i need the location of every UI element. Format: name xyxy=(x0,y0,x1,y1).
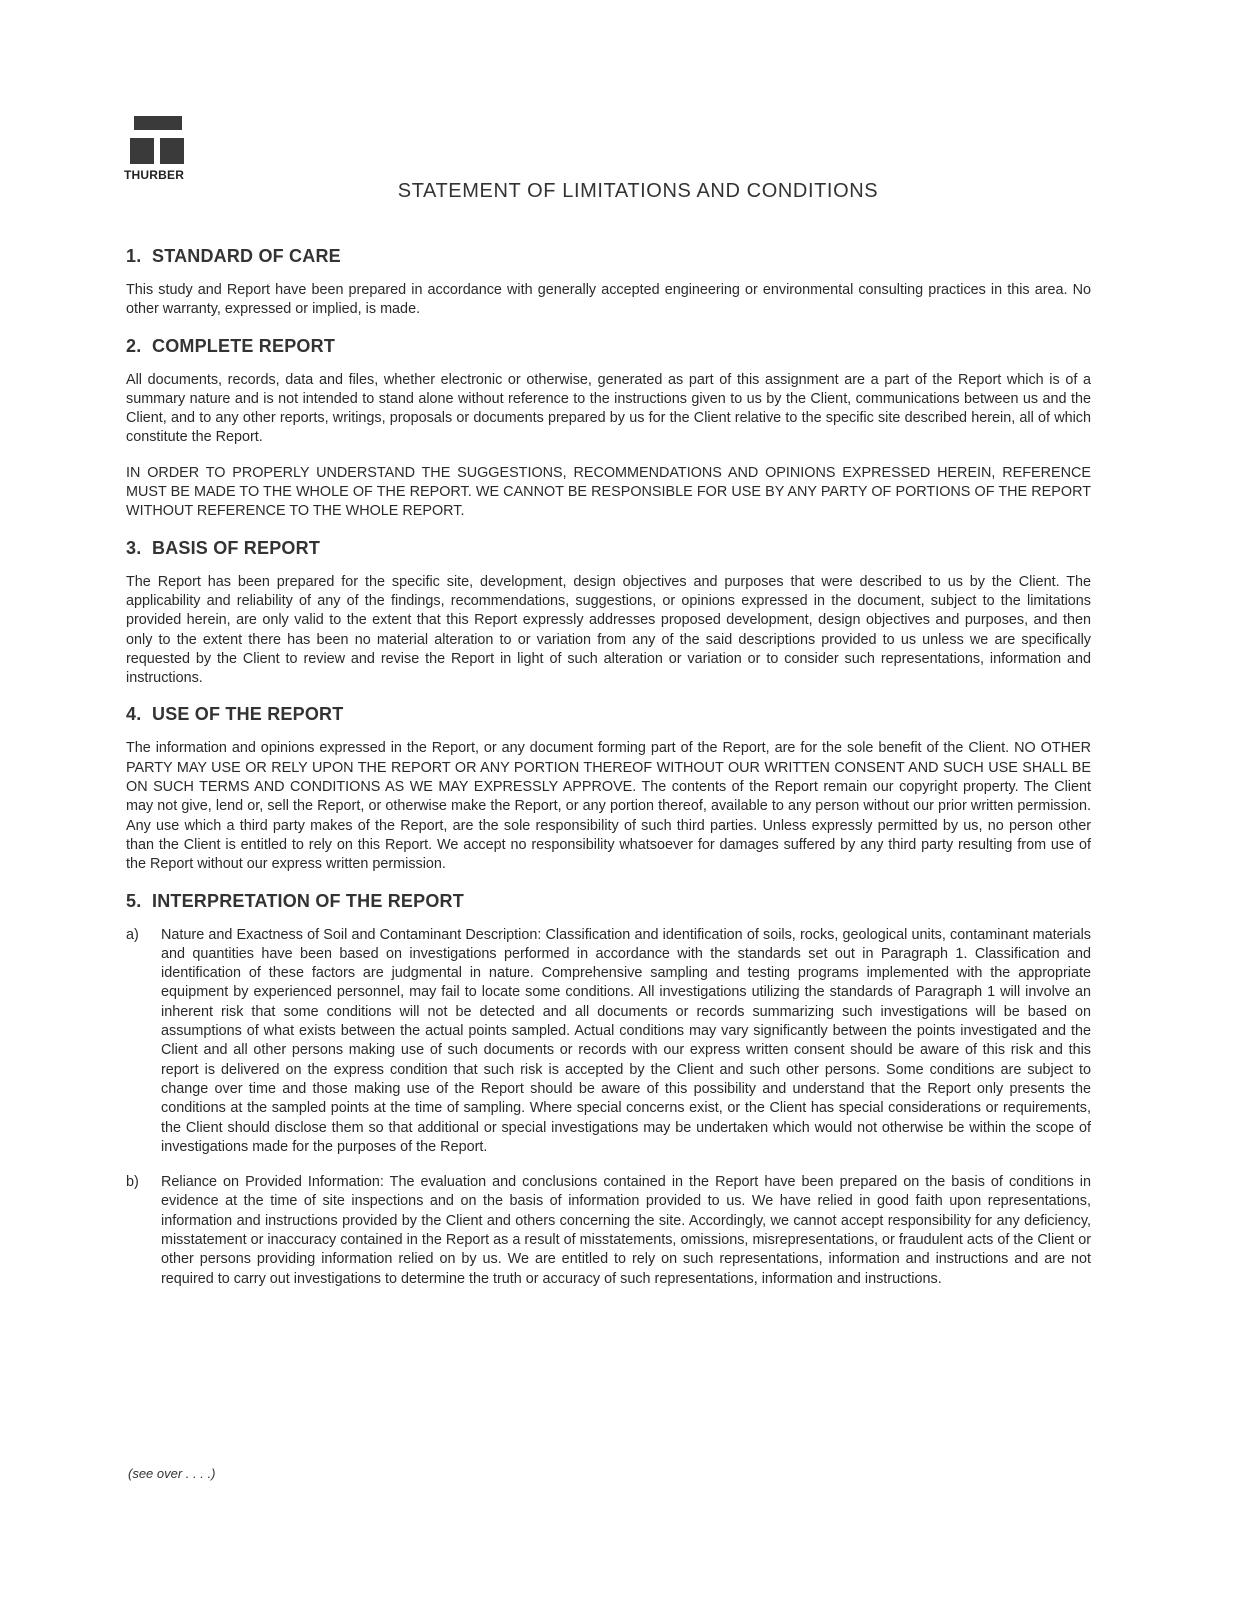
section-basis-of-report xyxy=(126,538,1091,689)
paragraph: The information and opinions expressed in the Report, or any document forming part of the Report, are for the sole benefit of the Client. NO OTHER PARTY MAY USE OR RELY UPON THE REPORT OR ANY PORTION THEREOF WITHOUT OUR WRITTEN CONSENT AND SUCH USE SHALL BE ON SUCH TERMS AND CONDITIONS AS WE MAY EXPRESSLY APPROVE. The contents of the Report remain our copyright property. The Client may not give, lend or, sell the Report, or otherwise make the Report, or any portion thereof, available to any person without our prior written permission. Any use which a third party makes of the Report, are the sole responsibility of such third parties. Unless expressly permitted by us, no person other than the Client is entitled to rely on this Report. We accept no responsibility whatsoever for damages suffered by any third party resulting from use of the Report without our express written permission. xyxy=(126,740,1091,873)
paragraph: IN ORDER TO PROPERLY UNDERSTAND THE SUGGESTIONS, RECOMMENDATIONS AND OPINIONS EXPRESSED HEREIN, REFERENCE MUST BE MADE TO THE WHOLE OF THE REPORT. WE CANNOT BE RESPONSIBLE FOR USE BY ANY PARTY OF PORTIONS OF THE REPORT WITHOUT REFERENCE TO THE WHOLE REPORT. xyxy=(126,464,1091,520)
section-number: 5. xyxy=(126,890,142,911)
list-item-marker: b) xyxy=(126,1174,139,1191)
paragraph: The Report has been prepared for the specific site, development, design objectives and purposes that were described to us by the Client. The applicability and reliability of any of the findings, recommendations, suggestions, or opinions expressed in the document, subject to the limitations provided herein, are only valid to the extent that this Report expressly addresses proposed development, design objectives and purposes, and then only to the extent there has been no material alteration to or variation from any of the said descriptions provided to us unless we are specifically requested by the Client to review and revise the Report in light of such alteration or variation or to consider such representations, information and instructions. xyxy=(126,573,1091,687)
section-heading xyxy=(126,704,1091,725)
list-item-text: Nature and Exactness of Soil and Contaminant Description: Classification and identification of soils, rocks, geological units, contaminant materials and quantities have been based on investigations performed in accordance with the standards set out in Paragraph 1. Classification and identification of these factors are judgmental in nature. Comprehensive sampling and testing programs implemented with the appropriate equipment by experienced personnel, may fail to locate some conditions. All investigations utilizing the standards of Paragraph 1 will involve an inherent risk that some conditions will not be detected and all documents or records summarizing such investigations will be based on assumptions of what exists between the actual points sampled. Actual conditions may vary significantly between the points investigated and the Client and all other persons making use of such documents or records with our express written consent should be aware of this risk and this report is delivered on the express condition that such risk is accepted by the Client and such other persons. Some conditions are subject to change over time and those making use of the Report should be aware of this possibility and understand that the Report only presents the conditions at the sampled points at the time of sampling. Where special concerns exist, or the Client has special considerations or requirements, the Client should disclose them so that additional or special investigations may be undertaken which would not otherwise be within the scope of investigations made for the purposes of the Report. xyxy=(161,926,1091,1155)
section-number: 4. xyxy=(126,704,142,725)
section-complete-report xyxy=(126,336,1091,522)
logo-wordmark: THURBER xyxy=(124,168,185,182)
list-item xyxy=(126,1173,1091,1289)
section-interpretation-of-the-report xyxy=(126,891,1091,1289)
list-item xyxy=(126,926,1091,1158)
company-logo xyxy=(124,116,194,182)
section-heading xyxy=(126,246,1091,267)
paragraph: This study and Report have been prepared in accordance with generally accepted engineering or environmental consulting practices in this area. No other warranty, expressed or implied, is made. xyxy=(126,282,1091,318)
paragraph: All documents, records, data and files, whether electronic or otherwise, generated as part of this assignment are a part of the Report which is of a summary nature and is not intended to stand alone without reference to the instructions given to us by the Client, communications between us and the Client, and to any other reports, writings, proposals or documents prepared by us for the Client relative to the specific site described herein, all of which constitute the Report. xyxy=(126,371,1091,446)
page-title: STATEMENT OF LIMITATIONS AND CONDITIONS xyxy=(397,180,879,202)
list-item-marker: a) xyxy=(126,926,139,943)
section-heading xyxy=(126,336,1091,357)
page-footer-note: (see over . . . .) xyxy=(128,1466,216,1481)
list-item-text: Reliance on Provided Information: The evaluation and conclusions contained in the Report have been prepared on the basis of conditions in evidence at the time of site inspections and on the basis of information provided to us. We have relied in good faith upon representations, information and instructions provided by the Client and others concerning the site. Accordingly, we cannot accept responsibility for any deficiency, misstatement or inaccuracy contained in the Report as a result of misstatements, omissions, misrepresentations, or fraudulent acts of the Client or other persons providing information relied on by us. We are entitled to rely on such representations, information and instructions and are not required to carry out investigations to determine the truth or accuracy of such representations, information and instructions. xyxy=(161,1174,1091,1287)
section-standard-of-care xyxy=(126,246,1091,320)
section-use-of-the-report xyxy=(126,704,1091,874)
section-heading xyxy=(126,538,1091,559)
section-title: USE OF THE REPORT xyxy=(152,704,344,725)
section-title: BASIS OF REPORT xyxy=(152,537,321,558)
document-body xyxy=(126,246,1091,1305)
section-heading xyxy=(126,891,1091,912)
section-title: INTERPRETATION OF THE REPORT xyxy=(152,890,464,911)
section-number: 1. xyxy=(126,246,142,266)
section-number: 3. xyxy=(126,537,142,558)
thurber-logo-icon xyxy=(128,116,188,166)
section-title: STANDARD OF CARE xyxy=(152,246,341,266)
section-number: 2. xyxy=(126,335,142,356)
section-title: COMPLETE REPORT xyxy=(152,335,336,356)
